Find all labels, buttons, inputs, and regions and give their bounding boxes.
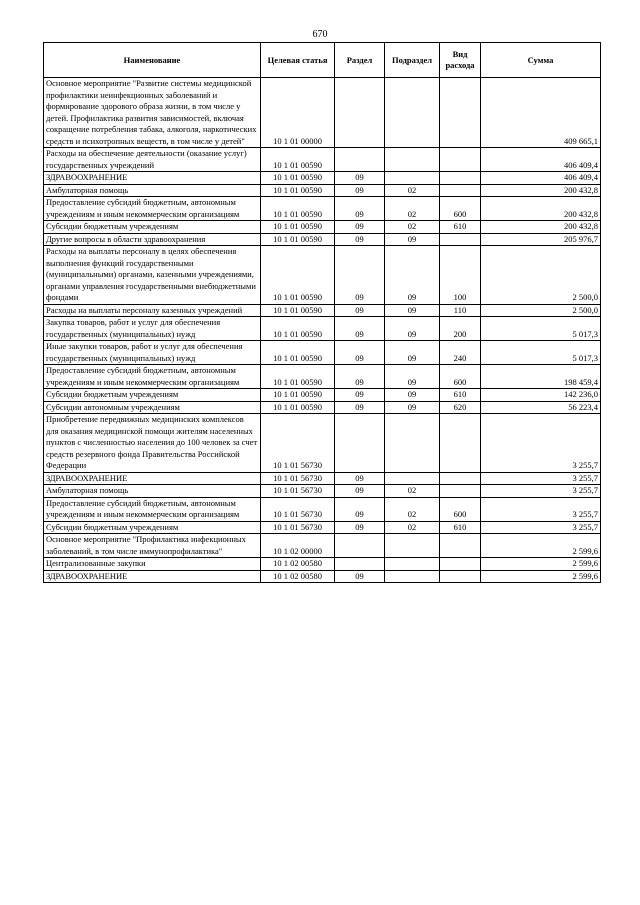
cell-subsection: 09 bbox=[385, 233, 440, 246]
cell-sum: 3 255,7 bbox=[481, 472, 601, 485]
cell-code: 10 1 01 00590 bbox=[261, 401, 335, 414]
cell-name: Централизованные закупки bbox=[44, 558, 261, 571]
cell-name: Закупка товаров, работ и услуг для обеспечения государственных (муниципальных) нужд bbox=[44, 317, 261, 341]
header-row bbox=[44, 43, 601, 78]
cell-sum: 2 599,6 bbox=[481, 570, 601, 583]
cell-code: 10 1 01 00590 bbox=[261, 341, 335, 365]
cell-section: 09 bbox=[335, 365, 385, 389]
cell-sum: 200 432,8 bbox=[481, 184, 601, 197]
cell-name: Предоставление субсидий бюджетным, автономным учреждениям и иным некоммерческим организациям bbox=[44, 197, 261, 221]
table-row bbox=[44, 197, 601, 221]
cell-sum: 142 236,0 bbox=[481, 389, 601, 402]
table-row bbox=[44, 246, 601, 305]
cell-subsection bbox=[385, 148, 440, 172]
cell-subsection: 09 bbox=[385, 341, 440, 365]
cell-sum: 2 500,0 bbox=[481, 246, 601, 305]
cell-subsection: 02 bbox=[385, 521, 440, 534]
cell-type: 100 bbox=[440, 246, 481, 305]
cell-subsection: 02 bbox=[385, 221, 440, 234]
cell-code: 10 1 01 00590 bbox=[261, 304, 335, 317]
header-sum: Сумма bbox=[481, 43, 601, 78]
cell-subsection bbox=[385, 570, 440, 583]
table-row bbox=[44, 485, 601, 498]
cell-section bbox=[335, 414, 385, 473]
cell-sum: 205 976,7 bbox=[481, 233, 601, 246]
cell-section: 09 bbox=[335, 184, 385, 197]
cell-sum: 2 599,6 bbox=[481, 534, 601, 558]
cell-subsection bbox=[385, 172, 440, 185]
cell-type: 610 bbox=[440, 521, 481, 534]
cell-code: 10 1 01 00590 bbox=[261, 172, 335, 185]
cell-section: 09 bbox=[335, 485, 385, 498]
cell-subsection: 09 bbox=[385, 246, 440, 305]
cell-type bbox=[440, 485, 481, 498]
cell-type: 600 bbox=[440, 197, 481, 221]
table-row bbox=[44, 401, 601, 414]
cell-sum: 200 432,8 bbox=[481, 221, 601, 234]
cell-name: Иные закупки товаров, работ и услуг для обеспечения государственных (муниципальных) нужд bbox=[44, 341, 261, 365]
table-row bbox=[44, 341, 601, 365]
cell-code: 10 1 01 00590 bbox=[261, 197, 335, 221]
table-row bbox=[44, 472, 601, 485]
cell-sum: 56 223,4 bbox=[481, 401, 601, 414]
cell-name: Субсидии бюджетным учреждениям bbox=[44, 389, 261, 402]
cell-section: 09 bbox=[335, 197, 385, 221]
cell-sum: 198 459,4 bbox=[481, 365, 601, 389]
table-row bbox=[44, 497, 601, 521]
cell-subsection: 02 bbox=[385, 184, 440, 197]
header-name: Наименование bbox=[44, 43, 261, 78]
cell-code: 10 1 01 00590 bbox=[261, 148, 335, 172]
cell-name: Расходы на обеспечение деятельности (оказание услуг) государственных учреждений bbox=[44, 148, 261, 172]
budget-table bbox=[43, 42, 601, 583]
cell-name: Амбулаторная помощь bbox=[44, 485, 261, 498]
cell-code: 10 1 01 00590 bbox=[261, 184, 335, 197]
cell-sum: 406 409,4 bbox=[481, 172, 601, 185]
cell-sum: 406 409,4 bbox=[481, 148, 601, 172]
cell-section: 09 bbox=[335, 304, 385, 317]
cell-name: Предоставление субсидий бюджетным, автономным учреждениям и иным некоммерческим организациям bbox=[44, 365, 261, 389]
table-row bbox=[44, 414, 601, 473]
cell-code: 10 1 02 00000 bbox=[261, 534, 335, 558]
cell-name: Субсидии бюджетным учреждениям bbox=[44, 521, 261, 534]
page-number: 670 bbox=[312, 29, 328, 40]
table-row bbox=[44, 233, 601, 246]
table-row bbox=[44, 78, 601, 148]
table-row bbox=[44, 304, 601, 317]
cell-section: 09 bbox=[335, 341, 385, 365]
table-row bbox=[44, 534, 601, 558]
cell-subsection: 09 bbox=[385, 389, 440, 402]
cell-name: Амбулаторная помощь bbox=[44, 184, 261, 197]
cell-sum: 5 017,3 bbox=[481, 341, 601, 365]
cell-type bbox=[440, 172, 481, 185]
table-row bbox=[44, 184, 601, 197]
cell-section bbox=[335, 148, 385, 172]
cell-code: 10 1 02 00580 bbox=[261, 570, 335, 583]
table-row bbox=[44, 558, 601, 571]
cell-type: 620 bbox=[440, 401, 481, 414]
cell-code: 10 1 01 56730 bbox=[261, 521, 335, 534]
cell-name: Субсидии бюджетным учреждениям bbox=[44, 221, 261, 234]
cell-code: 10 1 01 56730 bbox=[261, 485, 335, 498]
cell-code: 10 1 01 00590 bbox=[261, 233, 335, 246]
cell-subsection: 09 bbox=[385, 365, 440, 389]
cell-name: ЗДРАВООХРАНЕНИЕ bbox=[44, 172, 261, 185]
cell-name: Предоставление субсидий бюджетным, автономным учреждениям и иным некоммерческим организациям bbox=[44, 497, 261, 521]
cell-subsection bbox=[385, 78, 440, 148]
cell-section bbox=[335, 558, 385, 571]
cell-subsection bbox=[385, 472, 440, 485]
cell-subsection: 09 bbox=[385, 401, 440, 414]
cell-code: 10 1 01 00590 bbox=[261, 221, 335, 234]
cell-name: Расходы на выплаты персоналу в целях обеспечения выполнения функций государственными (муниципальными) органами, казенными учреждениями, органами управления государственными внебюджетными фондами bbox=[44, 246, 261, 305]
cell-section bbox=[335, 78, 385, 148]
cell-type bbox=[440, 233, 481, 246]
header-type: Вид расхода bbox=[440, 43, 481, 78]
table-row bbox=[44, 521, 601, 534]
cell-code: 10 1 02 00580 bbox=[261, 558, 335, 571]
cell-code: 10 1 01 56730 bbox=[261, 414, 335, 473]
cell-type: 240 bbox=[440, 341, 481, 365]
cell-type: 610 bbox=[440, 221, 481, 234]
cell-type bbox=[440, 534, 481, 558]
cell-section: 09 bbox=[335, 233, 385, 246]
cell-subsection bbox=[385, 414, 440, 473]
cell-code: 10 1 01 00590 bbox=[261, 365, 335, 389]
cell-sum: 200 432,8 bbox=[481, 197, 601, 221]
cell-sum: 409 665,1 bbox=[481, 78, 601, 148]
cell-type bbox=[440, 414, 481, 473]
cell-subsection: 02 bbox=[385, 485, 440, 498]
cell-sum: 2 500,0 bbox=[481, 304, 601, 317]
cell-section bbox=[335, 534, 385, 558]
cell-code: 10 1 01 00000 bbox=[261, 78, 335, 148]
cell-name: Субсидии автономным учреждениям bbox=[44, 401, 261, 414]
cell-name: ЗДРАВООХРАНЕНИЕ bbox=[44, 472, 261, 485]
cell-name: Приобретение передвижных медицинских комплексов для оказания медицинской помощи жителям населенных пунктов с численностью населения до 100 человек за счет средств резервного фонда Правительства Российской Федерации bbox=[44, 414, 261, 473]
cell-sum: 2 599,6 bbox=[481, 558, 601, 571]
cell-section: 09 bbox=[335, 221, 385, 234]
cell-sum: 3 255,7 bbox=[481, 414, 601, 473]
cell-type bbox=[440, 78, 481, 148]
cell-sum: 5 017,3 bbox=[481, 317, 601, 341]
cell-sum: 3 255,7 bbox=[481, 521, 601, 534]
cell-code: 10 1 01 00590 bbox=[261, 389, 335, 402]
cell-type: 610 bbox=[440, 389, 481, 402]
cell-type: 600 bbox=[440, 497, 481, 521]
cell-subsection: 09 bbox=[385, 304, 440, 317]
cell-type: 200 bbox=[440, 317, 481, 341]
cell-code: 10 1 01 56730 bbox=[261, 497, 335, 521]
cell-type bbox=[440, 558, 481, 571]
cell-sum: 3 255,7 bbox=[481, 485, 601, 498]
cell-section: 09 bbox=[335, 246, 385, 305]
cell-section: 09 bbox=[335, 497, 385, 521]
cell-subsection: 02 bbox=[385, 497, 440, 521]
table-row bbox=[44, 221, 601, 234]
cell-name: Основное мероприятие "Развитие системы медицинской профилактики неинфекционных заболеваний и формирование здорового образа жизни, в том числе у детей. Профилактика развития зависимостей, включая сокращение потребления табака, алкоголя, наркотических средств и психотропных веществ, в том числе у детей" bbox=[44, 78, 261, 148]
cell-section: 09 bbox=[335, 570, 385, 583]
cell-type bbox=[440, 184, 481, 197]
table-row bbox=[44, 365, 601, 389]
cell-name: Расходы на выплаты персоналу казенных учреждений bbox=[44, 304, 261, 317]
cell-code: 10 1 01 00590 bbox=[261, 317, 335, 341]
header-section: Раздел bbox=[335, 43, 385, 78]
cell-name: Основное мероприятие "Профилактика инфекционных заболеваний, в том числе иммунопрофилактика" bbox=[44, 534, 261, 558]
table-row bbox=[44, 148, 601, 172]
cell-type: 110 bbox=[440, 304, 481, 317]
cell-sum: 3 255,7 bbox=[481, 497, 601, 521]
cell-type bbox=[440, 570, 481, 583]
cell-subsection bbox=[385, 558, 440, 571]
table-row bbox=[44, 172, 601, 185]
cell-type bbox=[440, 148, 481, 172]
cell-type: 600 bbox=[440, 365, 481, 389]
cell-section: 09 bbox=[335, 472, 385, 485]
cell-subsection: 09 bbox=[385, 317, 440, 341]
table-row bbox=[44, 570, 601, 583]
cell-type bbox=[440, 472, 481, 485]
cell-name: Другие вопросы в области здравоохранения bbox=[44, 233, 261, 246]
cell-name: ЗДРАВООХРАНЕНИЕ bbox=[44, 570, 261, 583]
cell-section: 09 bbox=[335, 401, 385, 414]
cell-code: 10 1 01 00590 bbox=[261, 246, 335, 305]
header-subsection: Подраздел bbox=[385, 43, 440, 78]
cell-subsection bbox=[385, 534, 440, 558]
cell-section: 09 bbox=[335, 389, 385, 402]
cell-subsection: 02 bbox=[385, 197, 440, 221]
cell-section: 09 bbox=[335, 317, 385, 341]
cell-section: 09 bbox=[335, 172, 385, 185]
cell-section: 09 bbox=[335, 521, 385, 534]
cell-code: 10 1 01 56730 bbox=[261, 472, 335, 485]
table-row bbox=[44, 317, 601, 341]
header-code: Целевая статья bbox=[261, 43, 335, 78]
table-row bbox=[44, 389, 601, 402]
